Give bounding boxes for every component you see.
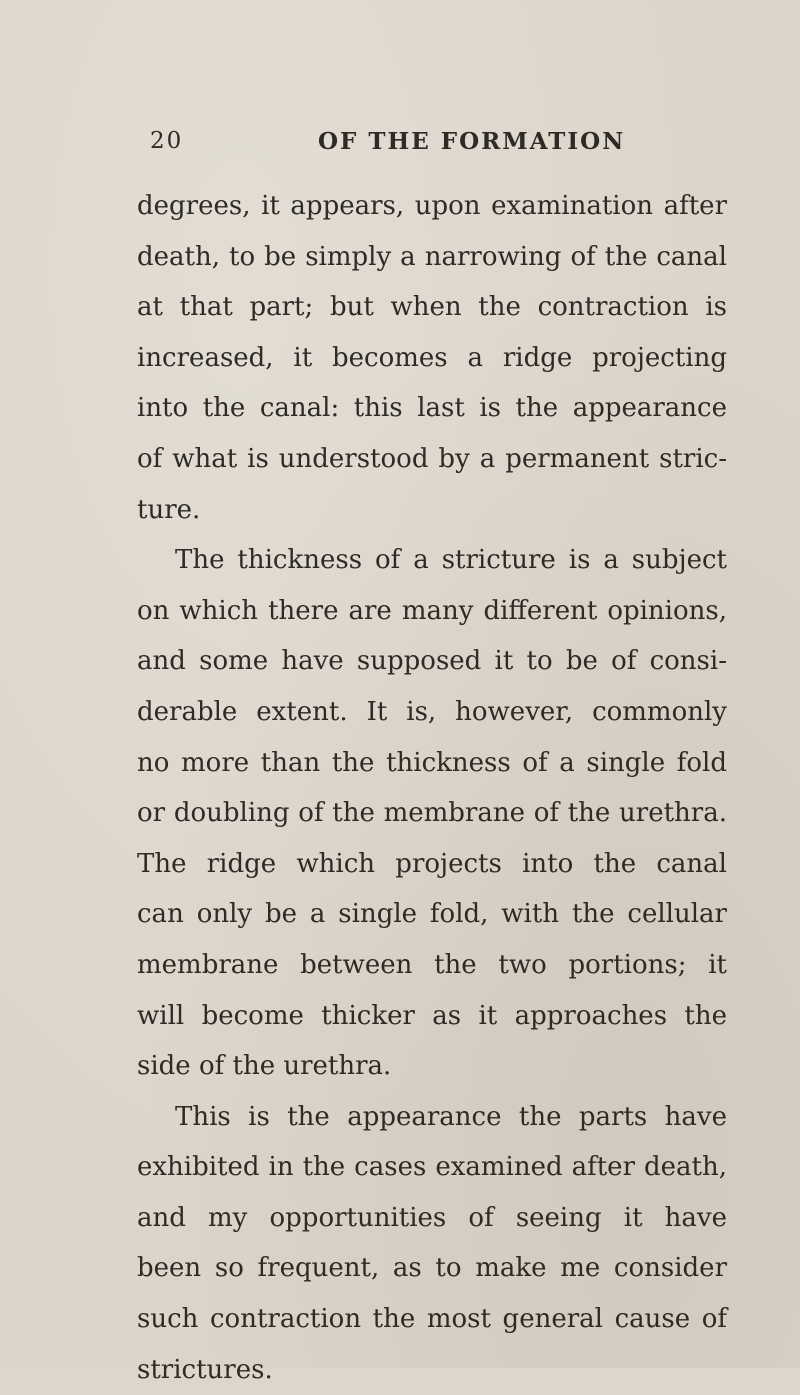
text-line: and my opportunities of seeing it have (137, 1202, 727, 1233)
paragraph-1 (137, 181, 727, 535)
text-line: The ridge which projects into the canal (137, 848, 727, 879)
text-line: membrane between the two portions; it (137, 949, 727, 980)
body-text (137, 181, 727, 1395)
text-line: can only be a single fold, with the cellular (137, 899, 727, 930)
text-line: This is the appearance the parts have (175, 1101, 727, 1132)
page-number: 20 (150, 128, 184, 154)
text-line: death, to be simply a narrowing of the canal (137, 241, 727, 272)
paragraph-3 (137, 1092, 727, 1395)
text-line: derable extent. It is, however, commonly (137, 696, 727, 727)
text-line: increased, it becomes a ridge projecting (137, 342, 727, 373)
text-line: at that part; but when the contraction is (137, 292, 727, 323)
text-line: strictures. (137, 1354, 273, 1385)
text-line: such contraction the most general cause of (137, 1304, 727, 1335)
text-line: and some have supposed it to be of consi- (137, 646, 727, 677)
text-line: degrees, it appears, upon examination after (137, 191, 727, 221)
text-line: exhibited in the cases examined after death, (137, 1152, 727, 1183)
running-head (0, 128, 800, 168)
text-line: on which there are many different opinions, (137, 595, 727, 626)
text-line: been so frequent, as to make me consider (137, 1253, 727, 1284)
paragraph-2 (137, 535, 727, 1092)
text-line: no more than the thickness of a single fold (137, 747, 727, 778)
text-line: of what is understood by a permanent stric- (137, 443, 727, 474)
text-line: ture. (137, 494, 201, 525)
running-head-title: OF THE FORMATION (318, 128, 626, 155)
text-line: side of the urethra. (137, 1051, 392, 1082)
text-line: or doubling of the membrane of the urethra. (137, 798, 727, 829)
text-line: will become thicker as it approaches the (137, 1000, 727, 1031)
text-line: into the canal: this last is the appearance (137, 393, 727, 424)
text-line: The thickness of a stricture is a subject (175, 545, 727, 576)
